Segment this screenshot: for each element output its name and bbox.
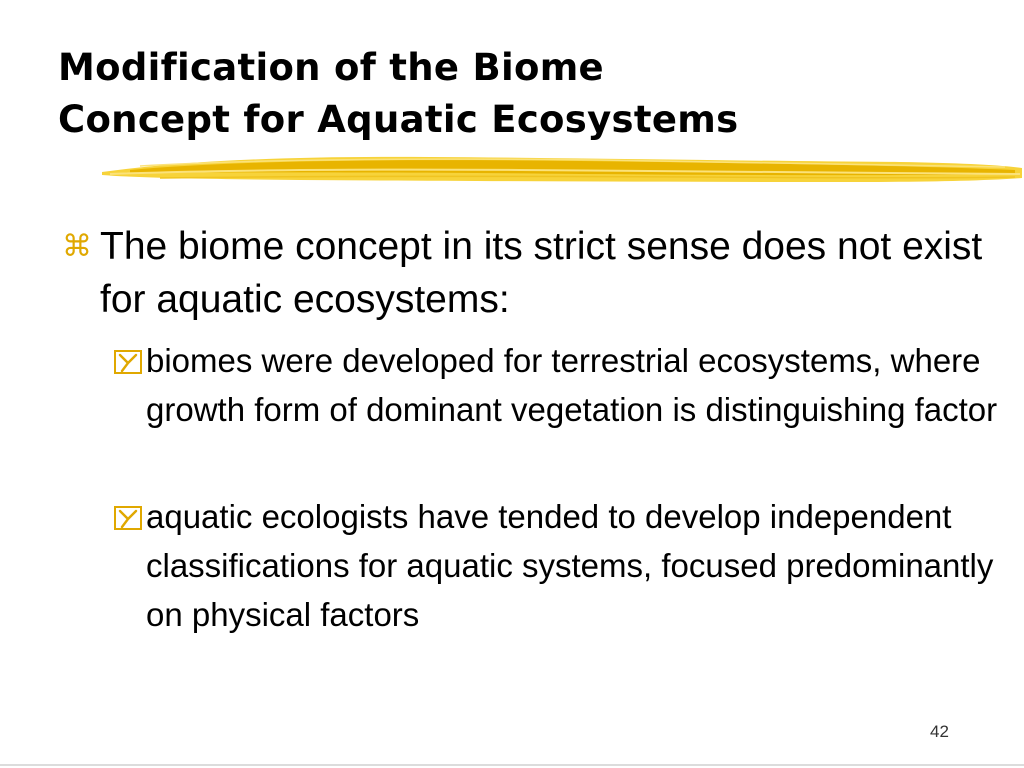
checkbox-y-bullet-icon — [114, 506, 146, 530]
bottom-divider — [0, 764, 1024, 766]
slide-title-line-1: Modification of the Biome — [58, 46, 604, 89]
checkbox-y-bullet-icon — [114, 350, 146, 374]
sub-bullet-1 — [114, 336, 1006, 434]
slide-title — [58, 42, 998, 146]
page-number: 42 — [930, 722, 949, 741]
title-underline-brush — [100, 148, 1024, 190]
slide-title-line-2: Concept for Aquatic Ecosystems — [58, 98, 739, 141]
sub-bullet-2 — [114, 492, 1006, 639]
main-bullet — [62, 220, 1024, 326]
command-z-bullet-icon: ⌘ — [62, 229, 92, 264]
sub-bullet-1-text: biomes were developed for terrestrial ecosystems, where growth form of dominant vegetation is distinguishing factor — [146, 342, 998, 428]
sub-bullet-2-text: aquatic ecologists have tended to develop independent classifications for aquatic systems, focused predominantly on physical factors — [146, 498, 994, 633]
main-bullet-text: The biome concept in its strict sense does not exist for aquatic ecosystems: — [100, 225, 983, 321]
